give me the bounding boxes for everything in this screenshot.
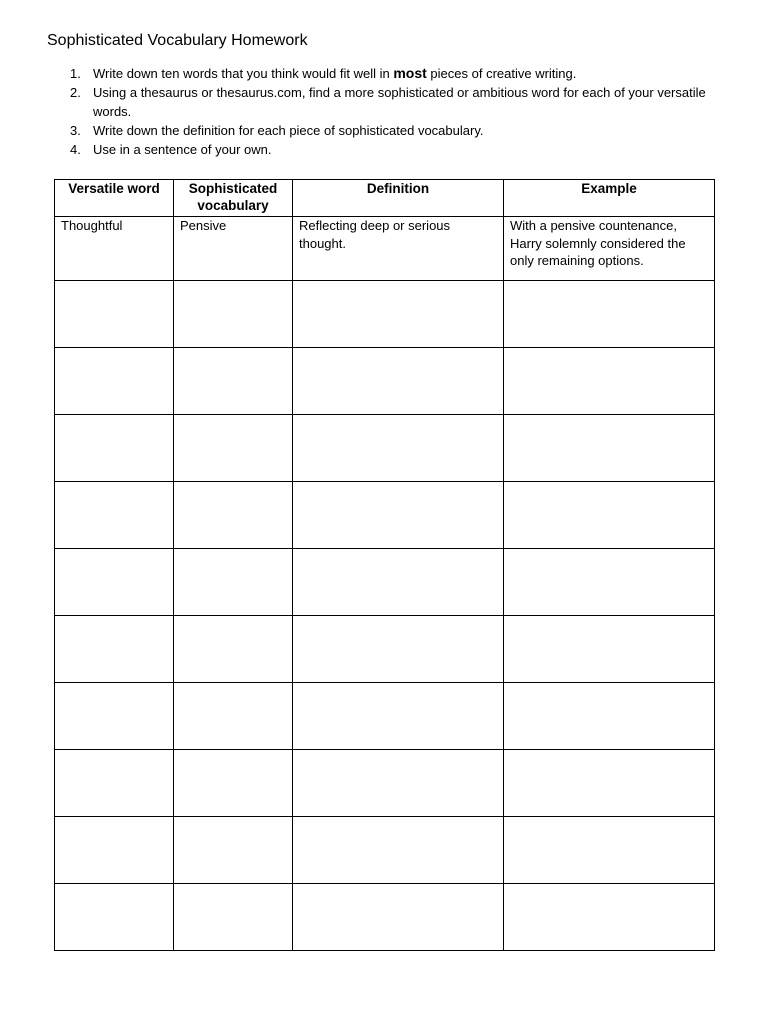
cell-versatile-word[interactable] <box>55 348 174 415</box>
instruction-emphasis: most <box>393 65 427 81</box>
table-header-row <box>55 180 715 217</box>
table-row <box>55 750 715 817</box>
cell-example[interactable] <box>504 415 715 482</box>
cell-definition[interactable] <box>293 549 504 616</box>
cell-example[interactable] <box>504 281 715 348</box>
header-definition: Definition <box>293 180 504 217</box>
cell-sophisticated-vocabulary[interactable] <box>174 750 293 817</box>
instruction-item <box>70 64 730 83</box>
cell-sophisticated-vocabulary[interactable] <box>174 482 293 549</box>
cell-versatile-word[interactable] <box>55 549 174 616</box>
cell-example[interactable] <box>504 683 715 750</box>
header-versatile-word: Versatile word <box>55 180 174 217</box>
instruction-text: Write down the definition for each piece of sophisticated vocabulary. <box>93 123 484 138</box>
instructions-list <box>70 64 730 159</box>
header-sophisticated-vocabulary: Sophisticated vocabulary <box>174 180 293 217</box>
cell-definition[interactable] <box>293 817 504 884</box>
cell-definition[interactable] <box>293 616 504 683</box>
cell-example[interactable] <box>504 482 715 549</box>
header-example: Example <box>504 180 715 217</box>
instruction-text: Using a thesaurus or thesaurus.com, find a more sophisticated or ambitious word for each of your versatile words. <box>93 85 706 119</box>
cell-versatile-word[interactable] <box>55 750 174 817</box>
cell-example[interactable] <box>504 817 715 884</box>
cell-versatile-word[interactable] <box>55 415 174 482</box>
table-row <box>55 817 715 884</box>
instruction-text: Write down ten words that you think would fit well in <box>93 66 394 81</box>
instruction-item <box>70 140 730 159</box>
cell-definition[interactable] <box>293 482 504 549</box>
table-row <box>55 616 715 683</box>
table-body <box>55 217 715 951</box>
instruction-item <box>70 121 730 140</box>
cell-definition[interactable] <box>293 348 504 415</box>
cell-sophisticated-vocabulary[interactable] <box>174 281 293 348</box>
cell-versatile-word[interactable]: Thoughtful <box>55 217 174 281</box>
table-row <box>55 683 715 750</box>
cell-sophisticated-vocabulary[interactable] <box>174 616 293 683</box>
cell-definition[interactable] <box>293 683 504 750</box>
instruction-item <box>70 83 730 121</box>
table-row <box>55 884 715 951</box>
cell-versatile-word[interactable] <box>55 884 174 951</box>
table-row <box>55 482 715 549</box>
cell-example[interactable] <box>504 616 715 683</box>
cell-example[interactable]: With a pensive countenance, Harry solemnly considered the only remaining options. <box>504 217 715 281</box>
cell-sophisticated-vocabulary[interactable] <box>174 415 293 482</box>
cell-definition[interactable]: Reflecting deep or serious thought. <box>293 217 504 281</box>
cell-definition[interactable] <box>293 884 504 951</box>
cell-sophisticated-vocabulary[interactable] <box>174 683 293 750</box>
instruction-number: 3. <box>70 123 81 138</box>
cell-example[interactable] <box>504 750 715 817</box>
table-row <box>55 217 715 281</box>
cell-versatile-word[interactable] <box>55 482 174 549</box>
cell-sophisticated-vocabulary[interactable]: Pensive <box>174 217 293 281</box>
cell-versatile-word[interactable] <box>55 281 174 348</box>
instruction-number: 1. <box>70 66 81 81</box>
instruction-number: 2. <box>70 85 81 100</box>
cell-versatile-word[interactable] <box>55 683 174 750</box>
cell-sophisticated-vocabulary[interactable] <box>174 817 293 884</box>
cell-sophisticated-vocabulary[interactable] <box>174 884 293 951</box>
instruction-number: 4. <box>70 142 81 157</box>
cell-definition[interactable] <box>293 281 504 348</box>
cell-example[interactable] <box>504 348 715 415</box>
table-row <box>55 415 715 482</box>
cell-sophisticated-vocabulary[interactable] <box>174 549 293 616</box>
table-row <box>55 348 715 415</box>
table-row <box>55 281 715 348</box>
cell-definition[interactable] <box>293 750 504 817</box>
vocabulary-table <box>54 179 715 951</box>
cell-versatile-word[interactable] <box>55 616 174 683</box>
instruction-text: Use in a sentence of your own. <box>93 142 272 157</box>
cell-example[interactable] <box>504 549 715 616</box>
page-title: Sophisticated Vocabulary Homework <box>47 32 308 49</box>
instruction-text-end: pieces of creative writing. <box>426 66 577 81</box>
cell-versatile-word[interactable] <box>55 817 174 884</box>
cell-example[interactable] <box>504 884 715 951</box>
cell-sophisticated-vocabulary[interactable] <box>174 348 293 415</box>
cell-definition[interactable] <box>293 415 504 482</box>
table-row <box>55 549 715 616</box>
